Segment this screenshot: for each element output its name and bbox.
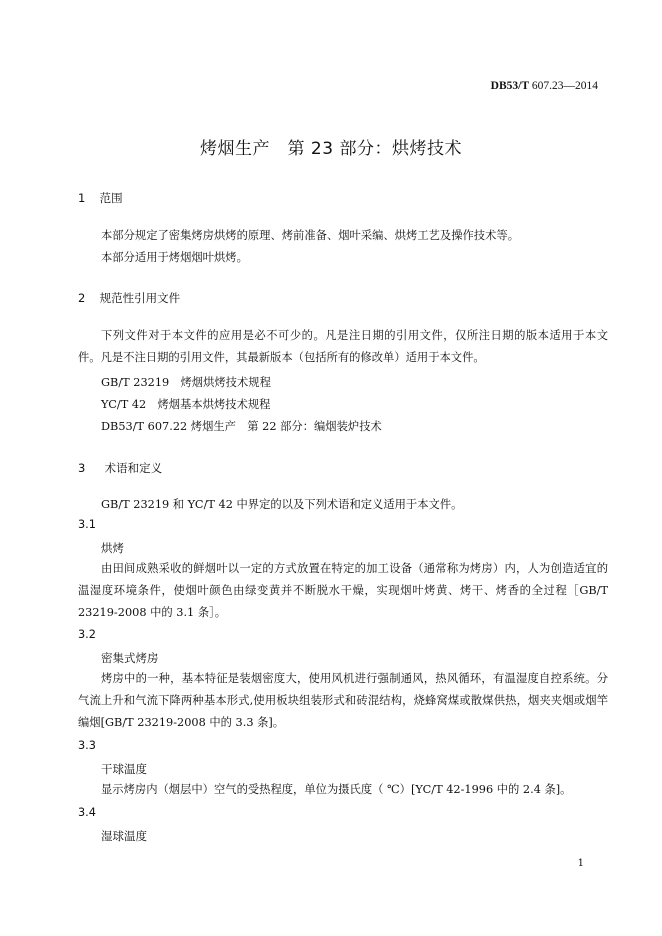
document-title: 烤烟生产 第 23 部分：烘烤技术 [200, 139, 462, 159]
reference-1: GB/T 23219 烤烟烘烤技术规程 [101, 376, 271, 389]
term-3-1-definition: 由田间成熟采收的鲜烟叶以一定的方式放置在特定的加工设备（通常称为烤房）内，人为创造适宜的温湿度环境条件，使烟叶颜色由绿变黄并不断脱水干燥，实现烟叶烤黄、烤干、烤香的全过程［GB/T 23219-2008 中的 3.1 条］。 [78, 562, 608, 619]
section-2-heading [78, 290, 180, 306]
section-3-heading [78, 460, 162, 476]
term-3-1-number: 3.1 [78, 518, 96, 531]
standard-code-number: 607.23—2014 [529, 80, 598, 92]
section-2-number: 2 [78, 291, 86, 305]
section-3-number: 3 [78, 461, 86, 475]
section-1-heading [78, 190, 123, 206]
section-3-intro: GB/T 23219 和 YC/T 42 中界定的以及下列术语和定义适用于本文件。 [101, 498, 463, 511]
page-number: 1 [577, 858, 584, 869]
reference-3: DB53/T 607.22 烤烟生产 第 22 部分：编烟装炉技术 [101, 420, 382, 433]
term-3-4-number: 3.4 [78, 806, 96, 819]
section-2-title: 规范性引用文件 [99, 291, 181, 305]
section-3-title: 术语和定义 [104, 461, 163, 475]
term-3-3-name: 干球温度 [101, 762, 147, 776]
term-3-2-definition: 烤房中的一种，基本特征是装烟密度大，使用风机进行强制通风，热风循环，有温湿度自控系统。分气流上升和气流下降两种基本形式,使用板块组装形式和砖混结构，烧蜂窝煤或散煤供热，烟夹夹烟或烟竿编烟[GB/T 23219-2008 中的 3.3 条]。 [78, 672, 608, 729]
term-3-2-number: 3.2 [78, 628, 96, 641]
term-3-2-name: 密集式烤房 [101, 651, 159, 665]
term-3-4-name: 湿球温度 [101, 829, 147, 843]
section-1-para-1: 本部分规定了密集烤房烘烤的原理、烤前准备、烟叶采编、烘烤工艺及操作技术等。 [101, 229, 519, 242]
section-1-para-2: 本部分适用于烤烟烟叶烘烤。 [101, 251, 248, 264]
section-2-intro: 下列文件对于本文件的应用是必不可少的。凡是注日期的引用文件，仅所注日期的版本适用于本文件。凡是不注日期的引用文件，其最新版本（包括所有的修改单）适用于本文件。 [78, 329, 608, 364]
standard-code [491, 80, 598, 92]
term-3-1-name: 烘烤 [101, 541, 124, 555]
standard-code-prefix: DB53/T [490, 80, 529, 92]
term-3-3-number: 3.3 [78, 739, 96, 752]
term-3-3-definition: 显示烤房内（烟层中）空气的受热程度，单位为摄氏度（ ℃）[YC/T 42-1996 中的 2.4 条]。 [101, 783, 572, 796]
section-1-title: 范围 [99, 191, 123, 205]
reference-2: YC/T 42 烤烟基本烘烤技术规程 [101, 398, 271, 411]
section-1-number: 1 [78, 191, 86, 205]
